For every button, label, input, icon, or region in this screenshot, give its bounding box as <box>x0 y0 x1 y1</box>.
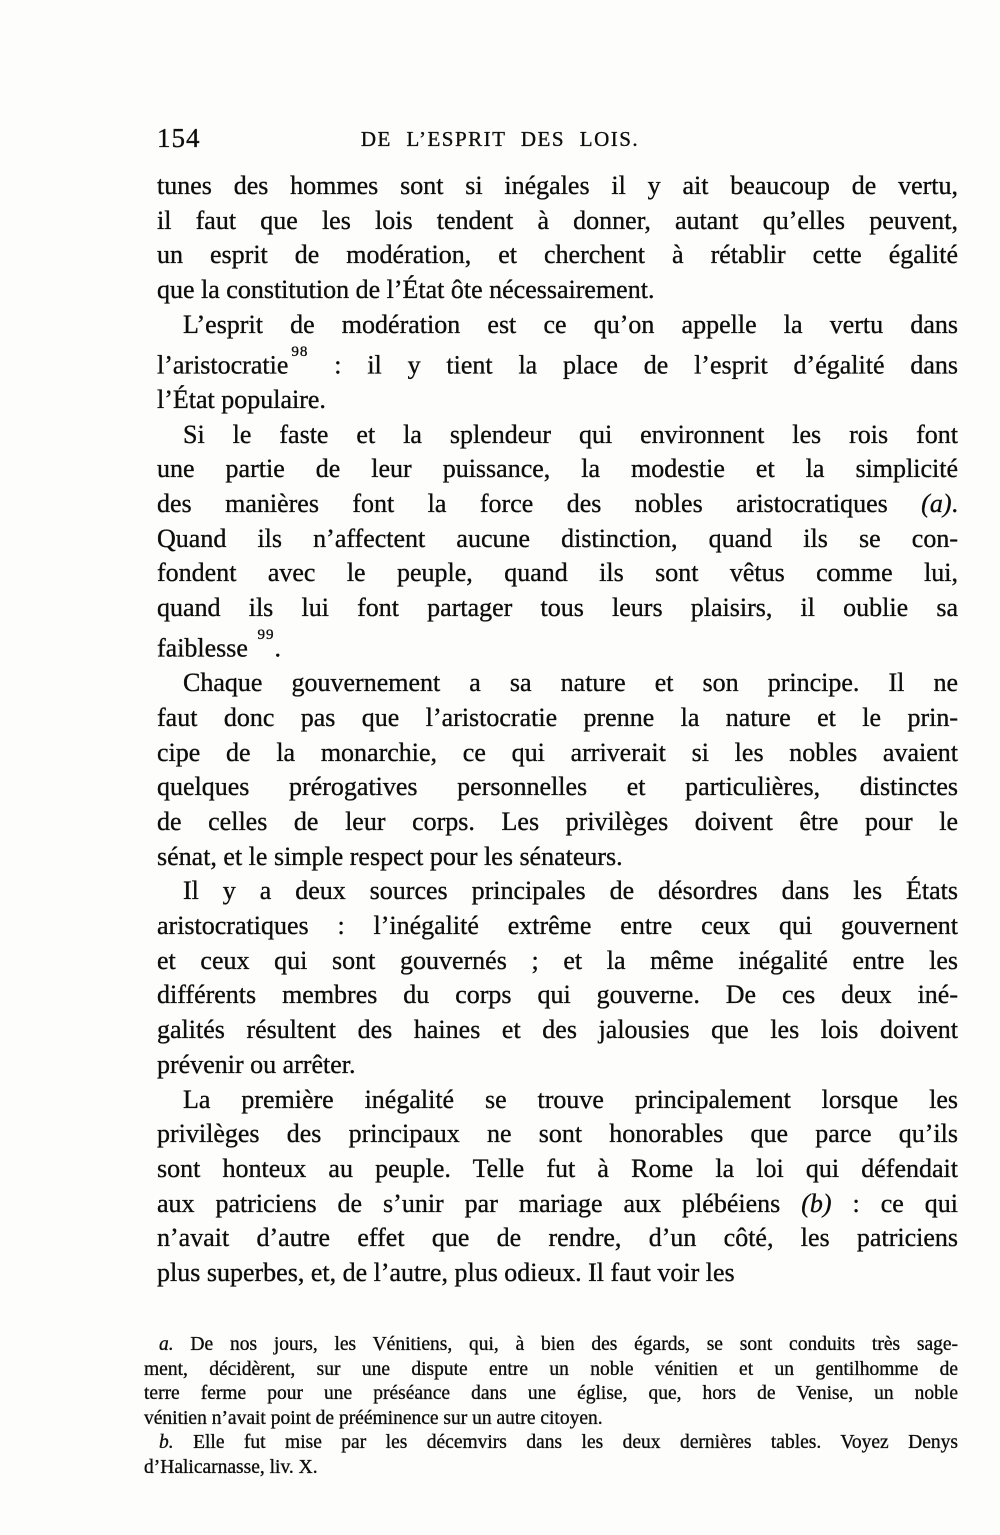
text-line: quelques prérogatives personnelles et particulières, distinctes <box>157 772 958 802</box>
text-line: cipe de la monarchie, ce qui arriverait si les nobles avaient <box>157 737 958 767</box>
footnote-ref: 99 <box>257 627 275 644</box>
text-line: terre ferme pour une préséance dans une église, que, hors de Venise, un noble <box>144 1383 958 1405</box>
italic-text: a. <box>159 1334 174 1355</box>
text-line: l’État populaire. <box>157 384 326 414</box>
text-line: des manières font la force des nobles aristocratiques (a). <box>157 488 958 518</box>
text-line: aux patriciens de s’unir par mariage aux plébéiens (b) : ce qui <box>157 1188 958 1218</box>
text-line: aristocratiques : l’inégalité extrême entre ceux qui gouvernent <box>157 911 958 941</box>
footnote-ref: 98 <box>291 343 309 360</box>
text-line: quand ils lui font partager tous leurs plaisirs, il oublie sa <box>157 593 958 623</box>
text-line: b. Elle fut mise par les décemvirs dans les deux dernières tables. Voyez Denys <box>159 1432 958 1454</box>
italic-text: (b) <box>801 1188 832 1218</box>
text-line: il faut que les lois tendent à donner, autant qu’elles peuvent, <box>157 205 958 235</box>
text-line: sont honteux au peuple. Telle fut à Rome la loi qui défendait <box>157 1154 958 1183</box>
text-line: Il y a deux sources principales de désordres dans les États <box>183 876 958 906</box>
text-line: sénat, et le simple respect pour les sénateurs. <box>157 841 623 871</box>
italic-text: (a) <box>921 488 952 518</box>
text-line: fondent avec le peuple, quand ils sont vêtus comme lui, <box>157 558 958 588</box>
text-line: n’avait d’autre effet que de rendre, d’un côté, les patriciens <box>157 1223 958 1253</box>
page-number: 154 <box>157 123 201 153</box>
body-text <box>157 169 958 1291</box>
text-line: de celles de leur corps. Les privilèges doivent être pour le <box>157 806 958 836</box>
text-line: privilèges des principaux ne sont honorables que parce qu’ils <box>157 1119 958 1149</box>
running-title: DE L’ESPRIT DES LOIS. <box>360 127 640 151</box>
text-line: Quand ils n’affectent aucune distinction, quand ils se con- <box>157 523 958 553</box>
text-line: La première inégalité se trouve principalement lorsque les <box>183 1084 958 1114</box>
text-line: ment, décidèrent, sur une dispute entre un noble vénitien et un gentilhomme de <box>144 1358 958 1380</box>
text-line: prévenir ou arrêter. <box>157 1049 356 1079</box>
text-line: a. De nos jours, les Vénitiens, qui, à bien des égards, se sont conduits très sage- <box>159 1334 958 1355</box>
text-line: Chaque gouvernement a sa nature et son principe. Il ne <box>183 668 958 698</box>
text-line: une partie de leur puissance, la modestie et la simplicité <box>157 454 958 484</box>
italic-text: b. <box>159 1432 174 1454</box>
text-line: Si le faste et la splendeur qui environnent les rois font <box>183 419 958 449</box>
text-line: tunes des hommes sont si inégales il y ait beaucoup de vertu, <box>157 171 958 200</box>
text-line: faut donc pas que l’aristocratie prenne la nature et le prin- <box>157 702 958 732</box>
text-line: L’esprit de modération est ce qu’on appelle la vertu dans <box>183 309 958 339</box>
text-line: l’aristocratie $^{98}$ : il y tient la place de l’esprit d’égalité dans <box>157 343 958 380</box>
text-line: que la constitution de l’État ôte nécessairement. <box>157 275 655 305</box>
text-line: et ceux qui sont gouvernés ; et la même inégalité entre les <box>157 945 958 975</box>
text-line: d’Halicarnasse, liv. X. <box>144 1456 318 1478</box>
text-line: différents membres du corps qui gouverne. De ces deux iné- <box>157 980 958 1010</box>
footnotes <box>144 1333 958 1481</box>
text-line: plus superbes, et, de l’autre, plus odieux. Il faut voir les <box>157 1258 735 1288</box>
text-line: un esprit de modération, et cherchent à rétablir cette égalité <box>157 240 958 270</box>
text-line: galités résultent des haines et des jalousies que les lois doivent <box>157 1015 958 1045</box>
text-line: faiblesse $^{99}$. <box>157 627 282 663</box>
text-line: vénitien n’avait point de prééminence sur un autre citoyen. <box>144 1407 603 1429</box>
